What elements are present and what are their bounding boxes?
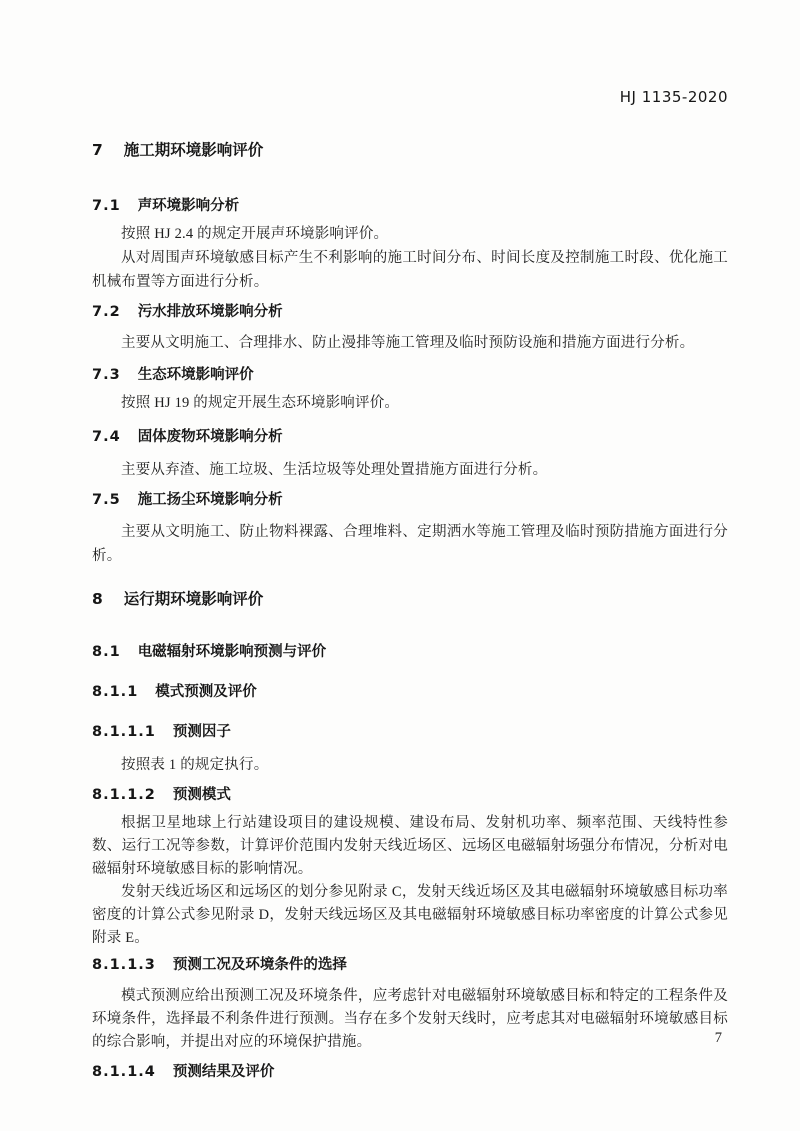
- section-title: 生态环境影响评价: [137, 367, 254, 383]
- section-title: 固体废物环境影响分析: [137, 429, 283, 445]
- chapter-title: 运行期环境影响评价: [123, 590, 264, 608]
- para-8-1-1-3-a: 模式预测应给出预测工况及环境条件，应考虑针对电磁辐射环境敏感目标和特定的工程条件及环境条件，选择最不利条件进行预测。当存在多个发射天线时，应考虑其对电磁辐射环境敏感目标的综合影响，并提出对应的环境保护措施。: [92, 988, 728, 1050]
- heading-8-1: [92, 642, 728, 662]
- page-header: [92, 88, 728, 106]
- para-8-1-1-2-b: 发射天线近场区和远场区的划分参见附录 C，发射天线近场区及其电磁辐射环境敏感目标功率密度的计算公式参见附录 D，发射天线远场区及其电磁辐射环境敏感目标功率密度的计算公式参见附录 E。: [92, 884, 728, 946]
- section-title: 模式预测及评价: [155, 684, 257, 700]
- section-title: 污水排放环境影响分析: [137, 304, 283, 320]
- para-7-1-a: 按照 HJ 2.4 的规定开展声环境影响评价。: [121, 226, 389, 242]
- heading-7-5: [92, 490, 728, 510]
- heading-8-1-1: [92, 682, 728, 702]
- section-title: 预测因子: [172, 724, 231, 740]
- chapter-number: 7: [92, 141, 104, 159]
- heading-8-1-1-1: [92, 722, 728, 742]
- para-7-1-b: 从对周围声环境敏感目标产生不利影响的施工时间分布、时间长度及控制施工时段、优化施工机械布置等方面进行分析。: [92, 250, 728, 290]
- section-number: 7.5: [92, 492, 121, 508]
- heading-7-3: [92, 365, 728, 385]
- section-number: 8.1.1.4: [92, 1064, 156, 1080]
- chapter-number: 8: [92, 590, 104, 608]
- section-number: 7.1: [92, 198, 121, 214]
- section-number: 7.4: [92, 429, 121, 445]
- section-number: 7.3: [92, 367, 121, 383]
- section-number: 7.2: [92, 304, 121, 320]
- section-title: 施工扬尘环境影响分析: [137, 492, 283, 508]
- para-7-4-a: 主要从弃渣、施工垃圾、生活垃圾等处理处置措施方面进行分析。: [121, 462, 548, 478]
- para-7-3-a: 按照 HJ 19 的规定开展生态环境影响评价。: [121, 395, 400, 411]
- section-number: 8.1.1.1: [92, 724, 156, 740]
- section-number: 8.1.1: [92, 684, 139, 700]
- chapter-title: 施工期环境影响评价: [123, 141, 264, 159]
- section-title: 电磁辐射环境影响预测与评价: [137, 644, 327, 660]
- section-number: 8.1.1.3: [92, 957, 156, 973]
- section-title: 预测结果及评价: [172, 1064, 275, 1080]
- section-title: 预测模式: [172, 787, 231, 803]
- heading-7-2: [92, 302, 728, 322]
- heading-7-4: [92, 427, 728, 447]
- para-7-5-a: 主要从文明施工、防止物料裸露、合理堆料、定期洒水等施工管理及临时预防措施方面进行分析。: [92, 524, 728, 564]
- section-number: 8.1: [92, 644, 121, 660]
- section-title: 声环境影响分析: [137, 198, 240, 214]
- para-7-2-a: 主要从文明施工、合理排水、防止漫排等施工管理及临时预防设施和措施方面进行分析。: [121, 335, 695, 351]
- heading-8: [92, 588, 728, 610]
- section-number: 8.1.1.2: [92, 787, 156, 803]
- section-title: 预测工况及环境条件的选择: [172, 957, 347, 973]
- heading-8-1-1-2: [92, 785, 728, 805]
- heading-8-1-1-3: [92, 955, 728, 975]
- heading-7: [92, 139, 728, 161]
- para-8-1-1-2-a: 根据卫星地球上行站建设项目的建设规模、建设布局、发射机功率、频率范围、天线特性参数、运行工况等参数，计算评价范围内发射天线近场区、远场区电磁辐射场强分布情况，分析对电磁辐射环境敏感目标的影响情况。: [92, 815, 728, 877]
- heading-8-1-1-4: [92, 1062, 728, 1082]
- document-code: HJ 1135-2020: [619, 88, 728, 106]
- heading-7-1: [92, 196, 728, 216]
- para-8-1-1-1-a: 按照表 1 的规定执行。: [121, 757, 269, 773]
- page-number: 7: [714, 1030, 722, 1046]
